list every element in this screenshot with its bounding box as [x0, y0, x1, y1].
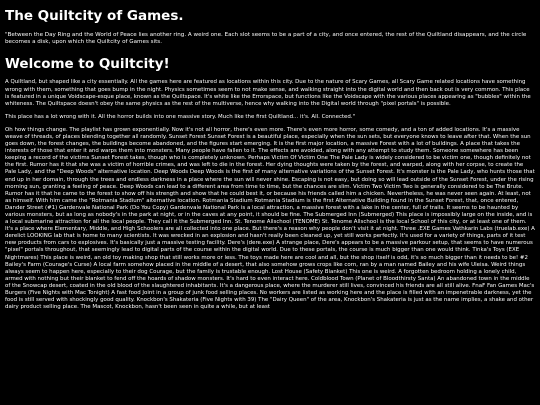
intro-quote: "Between the Day Ring and the World of Peace lies another ring. A weird one. Each slot seems to be a part of a city, and once entered, the rest of the Quiltland disappears, and the circle becomes a disk, upon which the Quiltcity of Games sits.: [5, 32, 527, 46]
locations-paragraph: Oh how things change. The playlist has grown exponentially. Now it's not all horror, there's even more. There's even more horror, some comedy, and a ton of added locations. It's a massive weave of threads, of places blending together all randomly. Sunset Forest Sunset Forest is a beautiful place, especially when the sun sets, but everyone knows to leave after that. When the sun goes down, the forest changes, the buildings become abandoned, and the figures start emerging. It is the first major location, a massive Forest with a lot of buildings. A place that takes the interests of those that enter it and warps them into monsters. Many people have fallen to it. The effects are avoided, along with any attempt to study them. Someone somewhere has been keeping a record of the victims Sunset Forest takes, though who is completely unknown. Perhaps Victim Of Victim One The Pale Lady is widely considered to be victim one, though definitely not the first. Rumor has it that she was a victim of horrible crimes, and was left to die in the forest. Her dying thoughts were taken by the forest, and warped, along with her corpse, to create the Pale Lady, and the "Deep Woods" alternative location. Deep Woods Deep Woods is the first of many alternative variations of the Sunset Forest. It's monster is the Pale Lady, who hunts those that end up in her domain, through the trees and endless darkness in a place where the sun will never shine. Escaping is not easy, but doing so will lead outside of the Sunset Forest, under the rising morning sun, granting a feeling of peace. Deep Woods can lead to a different area from time to time, but the chances are slim. Victim Two Victim Two is generally considered to be The Brute. Rumor has it that he came to the forest to show off his strength and show that he could best it, or because his friends called him a chicken. Nevertheless, he was never seen again. At least, not as himself. With him came the "Rotmania Stadium" alternative location. Rotmania Stadium Rotmania Stadium is the first Alternative Building found in the Sunset Forest, that, once entered, Dander Street (#1) Gardenvale National Park (Do You Copy) Gardenvale National Park is a local attraction, a massive forest with a lake in the center, full of trails. It seems to be haunted by various monsters, but as long as nobody's in the park at night, or in the caves at any point, it should be fine. The Submerged Inn (Submerged) This place is impossibly large on the inside, and is a local submarine attraction for all the local people. They call it the Submerged Inn. St. Tenome Allschool (TENOME) St. Tenome Allschool is the local School of this city, or at least one of them. It's a place where Elementary, Middle, and High Schoolers are all collected into one place. But there's a reason why people don't visit it at night. Three .EXE Games Vathkarin Labs (truelab.exe) A derelict LOOKING lab that is home to many scientists. It was wrecked in an explosion and hasn't really been cleaned up, yet still works perfectly. It's used for a variety of things, parts of it test new products from cars to explosives. It's basically just a massive testing facility. Dere's (dere.exe) A strange place, Dere's appears to be a massive parkour setup, that seems to have numerous "pixel" portals throughout, that seemingly lead to digital parts of the course within the digital world. Due to these portals, the course is much bigger than one would think. Tinka's Toys (EXE Nightmares) This place is weird, an old toy making shop that still works more or less. The toys made here are cool and all, but the shop itself is odd, it's so much bigger than it needs to be! #2 Bailey's Farm (Courage's Curse) A local farm somehow placed in the middle of a desert, that also somehow grows crops like corn, ran by a man named Bailey and his wife Uleisa. Weird things always seem to happen here, especially to their dog Courage, but the family is trustable enough. Lost House (Safety Blanket) This one is weird. A forgotten bedroom holding a lonely child, armed with nothing but their blanket to fend off the hoards of shadow monsters. It's hard to even interact here. Coldblood Town (Planet of Bloodthirsty Santa) An abandoned town in the middle of the Snowcap desert, coated in the old blood of the slaughtered inhabitants. It's a dangerous place, where the murderer still lives, convinced his friends are all still alive. FnaF Fan Games Mac's Burgers (Five Nights with Mac Tonight) A fast food Joint in a group of junk food selling places. No workers are listed as working here and the place is filled with an impenetrable darkness, yet the food is still served with shockingly good quality. Knockbon's Shakateria (Five Nights with 39) The "Dairy Queen" of the area, Knockbon's Shakateria is just as the name implies, a shake and other dairy product selling place. The Mascot, Knockbon, hasn't been seen in quite a while, but at least: [5, 126, 535, 311]
connected-paragraph: This place has a lot wrong with it. All the horror builds into one massive story. Much like the first Quiltland... it's. All. Connected.": [5, 113, 356, 120]
intro-paragraph: A Quiltland, but shaped like a city essentially. All the games here are featured as locations within this city. Due to the nature of Scary Games, all Scary Game related locations have something wrong with them, something that goes bump in the night. Physics sometimes seem to not make sense, and walking straight into the digital world and then back out is very common. This place is featured in a unique Voidscape-esque place, known as the Quiltspace. It's white like the Errorspace, but functions like the Voidscape with the various places appearing as "bubbles" within the whiteness. The Quiltspace doesn't obey the same physics as the rest of the multiverse, hence why walking into the Digital world through "pixel portals" is possible.: [5, 79, 531, 107]
welcome-heading: Welcome to Quiltcity!: [5, 56, 170, 73]
site-title: The Quiltcity of Games.: [5, 8, 184, 24]
